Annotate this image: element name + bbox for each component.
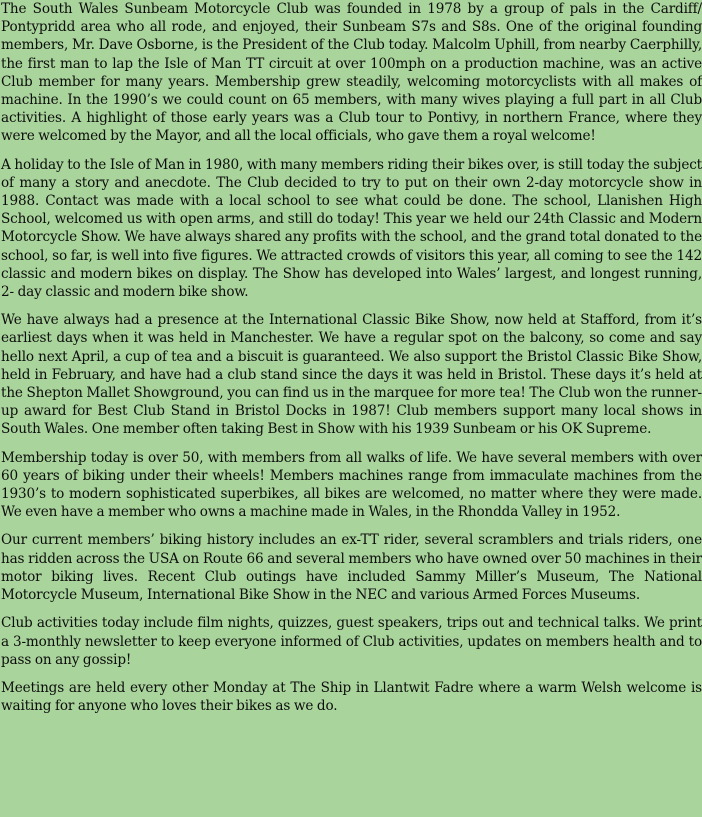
paragraph-motorcycle-show: A holiday to the Isle of Man in 1980, with many members riding their bikes over, is still today the subject of many a story and anecdote. The Club decided to try to put on their own 2-day motorcycle show in 1988. Contact was made with a local school to see what could be done. The school, Llanishen High School, welcomed us with open arms, and still do today! This year we held our 24th Classic and Modern Motorcycle Show. We have always shared any profits with the school, and the grand total donated to the school, so far, is well into five figures. We attracted crowds of visitors this year, all coming to see the 142 classic and modern bikes on display. The Show has developed into Wales’ largest, and longest running, 2- day classic and modern bike show. [1, 156, 702, 301]
paragraph-bike-shows: We have always had a presence at the International Classic Bike Show, now held at Stafford, from it’s earliest days when it was held in Manchester. We have a regular spot on the balcony, so come and say hello next April, a cup of tea and a biscuit is guaranteed. We also support the Bristol Classic Bike Show, held in February, and have had a club stand since the days it was held in Bristol. These days it’s held at the Shepton Mallet Showground, you can find us in the marquee for more tea! The Club won the runner-up award for Best Club Stand in Bristol Docks in 1987! Club members support many local shows in South Wales. One member often taking Best in Show with his 1939 Sunbeam or his OK Supreme. [1, 312, 702, 438]
paragraph-meetings: Meetings are held every other Monday at The Ship in Llantwit Fadre where a warm Welsh welcome is waiting for anyone who loves their bikes as we do. [1, 679, 702, 715]
paragraph-club-activities: Club activities today include film nights, quizzes, guest speakers, trips out and technical talks. We print a 3-monthly newsletter to keep everyone informed of Club activities, updates on members health and to pass on any gossip! [1, 615, 702, 668]
paragraph-biking-history: Our current members’ biking history includes an ex-TT rider, several scramblers and trials riders, one has ridden across the USA on Route 66 and several members who have owned over 50 machines in their motor biking lives. Recent Club outings have included Sammy Miller’s Museum, The National Motorcycle Museum, International Bike Show in the NEC and various Armed Forces Museums. [1, 532, 702, 604]
paragraph-founding: The South Wales Sunbeam Motorcycle Club was founded in 1978 by a group of pals in the Cardiff/ Pontypridd area who all rode, and enjoyed, their Sunbeam S7s and S8s. One of the original founding members, Mr. Dave Osborne, is the President of the Club today. Malcolm Uphill, from nearby Caerphilly, the first man to lap the Isle of Man TT circuit at over 100mph on a production machine, was an active Club member for many years. Membership grew steadily, welcoming motorcyclists with all makes of machine. In the 1990’s we could count on 65 members, with many wives playing a full part in all Club activities. A highlight of those early years was a Club tour to Pontivy, in northern France, where they were welcomed by the Mayor, and all the local officials, who gave them a royal welcome! [1, 1, 702, 145]
paragraph-membership: Membership today is over 50, with members from all walks of life. We have several members with over 60 years of biking under their wheels! Members machines range from immaculate machines from the 1930’s to modern sophisticated superbikes, all bikes are welcomed, no matter where they were made. We even have a member who owns a machine made in Wales, in the Rhondda Valley in 1952. [1, 449, 702, 521]
